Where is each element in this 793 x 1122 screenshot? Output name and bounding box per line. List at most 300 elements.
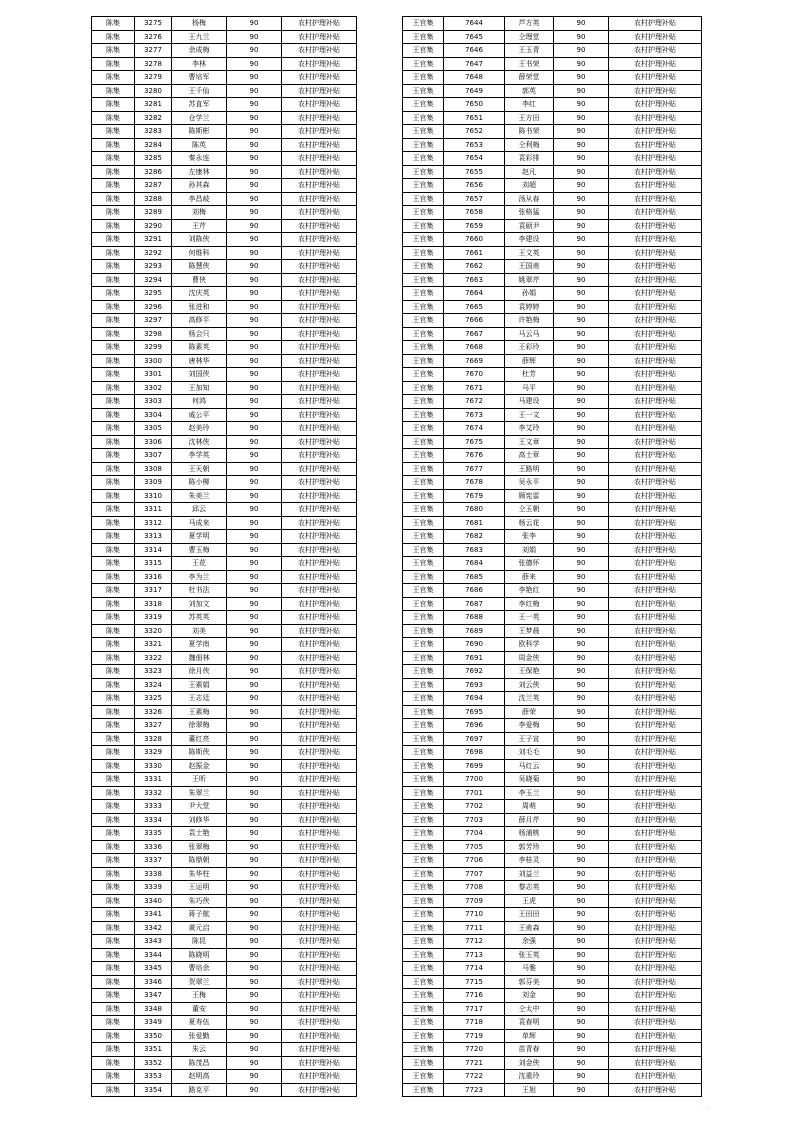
id-cell: 3294	[135, 273, 172, 287]
id-cell: 7658	[444, 206, 505, 220]
subsidy-type-cell: 农村护理补贴	[609, 408, 702, 422]
subsidy-type-cell: 农村护理补贴	[609, 935, 702, 949]
id-cell: 7650	[444, 98, 505, 112]
name-cell: 王子宣	[505, 732, 554, 746]
table-row	[403, 273, 702, 287]
village-cell: 王官集	[403, 260, 444, 274]
table-row	[92, 246, 357, 260]
id-cell: 7714	[444, 962, 505, 976]
table-row	[92, 395, 357, 409]
table-row	[403, 948, 702, 962]
id-cell: 7707	[444, 867, 505, 881]
village-cell: 王官集	[403, 71, 444, 85]
name-cell: 陈书荣	[505, 125, 554, 139]
table-row	[92, 786, 357, 800]
id-cell: 3304	[135, 408, 172, 422]
subsidy-type-cell: 农村护理补贴	[282, 854, 357, 868]
village-cell: 王官集	[403, 1029, 444, 1043]
id-cell: 7705	[444, 840, 505, 854]
village-cell: 陈集	[92, 219, 135, 233]
id-cell: 7715	[444, 975, 505, 989]
name-cell: 李红梅	[505, 597, 554, 611]
id-cell: 7698	[444, 746, 505, 760]
village-cell: 陈集	[92, 719, 135, 733]
table-row	[403, 570, 702, 584]
subsidy-type-cell: 农村护理补贴	[609, 503, 702, 517]
table-row	[403, 854, 702, 868]
id-cell: 7662	[444, 260, 505, 274]
amount-cell: 90	[554, 530, 609, 544]
id-cell: 3342	[135, 921, 172, 935]
id-cell: 7687	[444, 597, 505, 611]
id-cell: 3298	[135, 327, 172, 341]
amount-cell: 90	[554, 1070, 609, 1084]
subsidy-type-cell: 农村护理补贴	[609, 516, 702, 530]
village-cell: 陈集	[92, 30, 135, 44]
village-cell: 陈集	[92, 1002, 135, 1016]
subsidy-type-cell: 农村护理补贴	[282, 368, 357, 382]
amount-cell: 90	[227, 1043, 282, 1057]
amount-cell: 90	[227, 246, 282, 260]
table-row	[403, 638, 702, 652]
subsidy-type-cell: 农村护理补贴	[282, 476, 357, 490]
name-cell: 刘娟	[505, 543, 554, 557]
name-cell: 贺翠兰	[172, 975, 227, 989]
amount-cell: 90	[554, 489, 609, 503]
subsidy-type-cell: 农村护理补贴	[609, 624, 702, 638]
amount-cell: 90	[227, 422, 282, 436]
village-cell: 王官集	[403, 1043, 444, 1057]
amount-cell: 90	[227, 287, 282, 301]
name-cell: 秦永连	[172, 152, 227, 166]
table-row	[92, 1043, 357, 1057]
id-cell: 7690	[444, 638, 505, 652]
subsidy-type-cell: 农村护理补贴	[609, 597, 702, 611]
table-row	[403, 98, 702, 112]
village-cell: 陈集	[92, 435, 135, 449]
id-cell: 3319	[135, 611, 172, 625]
id-cell: 3333	[135, 800, 172, 814]
name-cell: 芦方英	[505, 17, 554, 31]
name-cell: 王九兰	[172, 30, 227, 44]
name-cell: 陈斯侠	[172, 746, 227, 760]
table-row	[92, 530, 357, 544]
amount-cell: 90	[554, 341, 609, 355]
table-row	[92, 462, 357, 476]
amount-cell: 90	[227, 840, 282, 854]
id-cell: 7693	[444, 678, 505, 692]
id-cell: 7694	[444, 692, 505, 706]
amount-cell: 90	[227, 557, 282, 571]
name-cell: 邱云	[172, 503, 227, 517]
subsidy-type-cell: 农村护理补贴	[609, 111, 702, 125]
subsidy-type-cell: 农村护理补贴	[282, 840, 357, 854]
name-cell: 刘金侠	[505, 1056, 554, 1070]
amount-cell: 90	[227, 435, 282, 449]
table-row	[403, 543, 702, 557]
name-cell: 刘修华	[172, 813, 227, 827]
village-cell: 王官集	[403, 867, 444, 881]
village-cell: 陈集	[92, 381, 135, 395]
amount-cell: 90	[227, 503, 282, 517]
table-row	[92, 111, 357, 125]
name-cell: 单辉	[505, 1029, 554, 1043]
amount-cell: 90	[554, 435, 609, 449]
name-cell: 仝太中	[505, 1002, 554, 1016]
amount-cell: 90	[227, 624, 282, 638]
name-cell: 刘国侠	[172, 368, 227, 382]
amount-cell: 90	[554, 813, 609, 827]
id-cell: 3286	[135, 165, 172, 179]
table-row	[403, 867, 702, 881]
id-cell: 7723	[444, 1083, 505, 1097]
amount-cell: 90	[554, 719, 609, 733]
subsidy-type-cell: 农村护理补贴	[609, 179, 702, 193]
id-cell: 7670	[444, 368, 505, 382]
subsidy-type-cell: 农村护理补贴	[609, 1083, 702, 1097]
name-cell: 左康林	[172, 165, 227, 179]
name-cell: 马建设	[505, 395, 554, 409]
table-row	[92, 584, 357, 598]
table-row	[92, 651, 357, 665]
id-cell: 3321	[135, 638, 172, 652]
name-cell: 李爱梅	[505, 719, 554, 733]
id-cell: 3320	[135, 624, 172, 638]
subsidy-type-cell: 农村护理补贴	[282, 881, 357, 895]
id-cell: 7683	[444, 543, 505, 557]
subsidy-type-cell: 农村护理补贴	[609, 867, 702, 881]
id-cell: 3313	[135, 530, 172, 544]
id-cell: 3341	[135, 908, 172, 922]
table-row	[92, 84, 357, 98]
subsidy-type-cell: 农村护理补贴	[609, 435, 702, 449]
village-cell: 陈集	[92, 341, 135, 355]
id-cell: 3307	[135, 449, 172, 463]
table-row	[403, 57, 702, 71]
amount-cell: 90	[554, 611, 609, 625]
village-cell: 陈集	[92, 530, 135, 544]
name-cell: 杨云花	[505, 516, 554, 530]
amount-cell: 90	[227, 327, 282, 341]
subsidy-type-cell: 农村护理补贴	[609, 300, 702, 314]
name-cell: 陈晓明	[172, 948, 227, 962]
table-row	[92, 341, 357, 355]
village-cell: 王官集	[403, 854, 444, 868]
village-cell: 王官集	[403, 327, 444, 341]
village-cell: 陈集	[92, 246, 135, 260]
name-cell: 王梦晨	[505, 624, 554, 638]
table-row	[403, 165, 702, 179]
table-row	[92, 1029, 357, 1043]
amount-cell: 90	[554, 1043, 609, 1057]
id-cell: 3338	[135, 867, 172, 881]
name-cell: 王素梅	[172, 705, 227, 719]
id-cell: 3326	[135, 705, 172, 719]
amount-cell: 90	[554, 17, 609, 31]
subsidy-type-cell: 农村护理补贴	[609, 611, 702, 625]
table-row	[403, 746, 702, 760]
subsidy-type-cell: 农村护理补贴	[282, 746, 357, 760]
subsidy-type-cell: 农村护理补贴	[609, 57, 702, 71]
id-cell: 3349	[135, 1016, 172, 1030]
name-cell: 张进和	[172, 300, 227, 314]
amount-cell: 90	[227, 786, 282, 800]
name-cell: 李昌岐	[172, 192, 227, 206]
id-cell: 3346	[135, 975, 172, 989]
village-cell: 陈集	[92, 179, 135, 193]
id-cell: 3322	[135, 651, 172, 665]
id-cell: 7664	[444, 287, 505, 301]
village-cell: 陈集	[92, 300, 135, 314]
table-row	[92, 381, 357, 395]
village-cell: 陈集	[92, 1083, 135, 1097]
name-cell: 曹玉梅	[172, 543, 227, 557]
id-cell: 7660	[444, 233, 505, 247]
amount-cell: 90	[554, 125, 609, 139]
name-cell: 余强	[505, 935, 554, 949]
subsidy-type-cell: 农村护理补贴	[609, 800, 702, 814]
name-cell: 孙娟	[505, 287, 554, 301]
village-cell: 陈集	[92, 111, 135, 125]
id-cell: 7681	[444, 516, 505, 530]
subsidy-type-cell: 农村护理补贴	[282, 233, 357, 247]
subsidy-type-cell: 农村护理补贴	[609, 705, 702, 719]
village-cell: 王官集	[403, 948, 444, 962]
village-cell: 陈集	[92, 908, 135, 922]
amount-cell: 90	[554, 1002, 609, 1016]
table-row	[92, 1070, 357, 1084]
id-cell: 7712	[444, 935, 505, 949]
village-cell: 王官集	[403, 786, 444, 800]
amount-cell: 90	[554, 827, 609, 841]
village-cell: 陈集	[92, 840, 135, 854]
subsidy-type-cell: 农村护理补贴	[609, 813, 702, 827]
subsidy-type-cell: 农村护理补贴	[282, 975, 357, 989]
subsidy-type-cell: 农村护理补贴	[282, 813, 357, 827]
subsidy-type-cell: 农村护理补贴	[609, 314, 702, 328]
table-row	[92, 948, 357, 962]
amount-cell: 90	[554, 894, 609, 908]
table-row	[403, 935, 702, 949]
village-cell: 陈集	[92, 651, 135, 665]
village-cell: 王官集	[403, 651, 444, 665]
id-cell: 7709	[444, 894, 505, 908]
subsidy-type-cell: 农村护理补贴	[609, 692, 702, 706]
amount-cell: 90	[554, 57, 609, 71]
subsidy-type-cell: 农村护理补贴	[282, 381, 357, 395]
subsidy-type-cell: 农村护理补贴	[282, 1016, 357, 1030]
village-cell: 陈集	[92, 975, 135, 989]
id-cell: 7674	[444, 422, 505, 436]
amount-cell: 90	[227, 611, 282, 625]
subsidy-type-cell: 农村护理补贴	[282, 192, 357, 206]
table-row	[403, 17, 702, 31]
village-cell: 王官集	[403, 732, 444, 746]
amount-cell: 90	[227, 530, 282, 544]
table-row	[92, 206, 357, 220]
amount-cell: 90	[554, 381, 609, 395]
village-cell: 王官集	[403, 206, 444, 220]
village-cell: 王官集	[403, 219, 444, 233]
id-cell: 3337	[135, 854, 172, 868]
village-cell: 陈集	[92, 138, 135, 152]
id-cell: 3323	[135, 665, 172, 679]
amount-cell: 90	[227, 125, 282, 139]
id-cell: 7684	[444, 557, 505, 571]
village-cell: 陈集	[92, 881, 135, 895]
subsidy-type-cell: 农村护理补贴	[282, 30, 357, 44]
id-cell: 3303	[135, 395, 172, 409]
table-row	[403, 503, 702, 517]
amount-cell: 90	[227, 638, 282, 652]
name-cell: 李学英	[172, 449, 227, 463]
table-row	[403, 260, 702, 274]
table-row	[403, 192, 702, 206]
table-row	[92, 71, 357, 85]
village-cell: 王官集	[403, 489, 444, 503]
name-cell: 仝玉朝	[505, 503, 554, 517]
id-cell: 3276	[135, 30, 172, 44]
amount-cell: 90	[227, 368, 282, 382]
amount-cell: 90	[227, 179, 282, 193]
village-cell: 陈集	[92, 638, 135, 652]
village-cell: 王官集	[403, 503, 444, 517]
amount-cell: 90	[554, 273, 609, 287]
amount-cell: 90	[227, 665, 282, 679]
id-cell: 7669	[444, 354, 505, 368]
table-row	[92, 354, 357, 368]
id-cell: 7663	[444, 273, 505, 287]
name-cell: 王素娟	[172, 678, 227, 692]
amount-cell: 90	[554, 462, 609, 476]
table-row	[403, 354, 702, 368]
subsidy-type-cell: 农村护理补贴	[609, 881, 702, 895]
table-row	[403, 314, 702, 328]
name-cell: 夏寿伍	[172, 1016, 227, 1030]
subsidy-type-cell: 农村护理补贴	[609, 138, 702, 152]
village-cell: 王官集	[403, 881, 444, 895]
table-row	[403, 651, 702, 665]
table-row	[92, 692, 357, 706]
village-cell: 陈集	[92, 597, 135, 611]
table-row	[403, 111, 702, 125]
name-cell: 曹培余	[172, 962, 227, 976]
amount-cell: 90	[554, 71, 609, 85]
village-cell: 陈集	[92, 665, 135, 679]
table-row	[92, 921, 357, 935]
subsidy-type-cell: 农村护理补贴	[282, 300, 357, 314]
village-cell: 王官集	[403, 638, 444, 652]
table-row	[92, 273, 357, 287]
village-cell: 王官集	[403, 314, 444, 328]
village-cell: 陈集	[92, 260, 135, 274]
amount-cell: 90	[554, 314, 609, 328]
amount-cell: 90	[227, 71, 282, 85]
name-cell: 杨浦桃	[505, 827, 554, 841]
village-cell: 王官集	[403, 1083, 444, 1097]
id-cell: 3310	[135, 489, 172, 503]
table-row	[92, 192, 357, 206]
village-cell: 王官集	[403, 381, 444, 395]
amount-cell: 90	[554, 948, 609, 962]
amount-cell: 90	[554, 1083, 609, 1097]
id-cell: 3295	[135, 287, 172, 301]
subsidy-type-cell: 农村护理补贴	[282, 57, 357, 71]
table-row	[92, 975, 357, 989]
table-row	[403, 1043, 702, 1057]
subsidy-type-cell: 农村护理补贴	[609, 557, 702, 571]
subsidy-type-cell: 农村护理补贴	[282, 17, 357, 31]
subsidy-type-cell: 农村护理补贴	[282, 138, 357, 152]
subsidy-type-cell: 农村护理补贴	[609, 962, 702, 976]
village-cell: 王官集	[403, 516, 444, 530]
table-row	[403, 30, 702, 44]
subsidy-type-cell: 农村护理补贴	[609, 192, 702, 206]
name-cell: 仓学兰	[172, 111, 227, 125]
name-cell: 王田田	[505, 908, 554, 922]
name-cell: 王梅	[172, 989, 227, 1003]
subsidy-type-cell: 农村护理补贴	[282, 705, 357, 719]
name-cell: 朱翠兰	[172, 786, 227, 800]
subsidy-type-cell: 农村护理补贴	[282, 1056, 357, 1070]
id-cell: 3305	[135, 422, 172, 436]
table-row	[92, 989, 357, 1003]
id-cell: 7721	[444, 1056, 505, 1070]
table-row	[403, 530, 702, 544]
amount-cell: 90	[227, 1070, 282, 1084]
table-row	[403, 840, 702, 854]
id-cell: 7653	[444, 138, 505, 152]
id-cell: 7666	[444, 314, 505, 328]
table-row	[403, 422, 702, 436]
table-row	[92, 908, 357, 922]
village-cell: 王官集	[403, 543, 444, 557]
name-cell: 刘云侠	[505, 678, 554, 692]
table-row	[403, 1016, 702, 1030]
village-cell: 王官集	[403, 165, 444, 179]
amount-cell: 90	[554, 759, 609, 773]
table-row	[92, 557, 357, 571]
table-row	[403, 246, 702, 260]
id-cell: 7680	[444, 503, 505, 517]
subsidy-type-cell: 农村护理补贴	[282, 327, 357, 341]
name-cell: 赵美玲	[172, 422, 227, 436]
name-cell: 董安	[172, 1002, 227, 1016]
village-cell: 陈集	[92, 44, 135, 58]
subsidy-type-cell: 农村护理补贴	[609, 98, 702, 112]
amount-cell: 90	[227, 800, 282, 814]
village-cell: 王官集	[403, 368, 444, 382]
table-row	[403, 557, 702, 571]
village-cell: 陈集	[92, 584, 135, 598]
village-cell: 王官集	[403, 557, 444, 571]
name-cell: 路克平	[172, 1083, 227, 1097]
table-row	[92, 368, 357, 382]
table-row	[92, 935, 357, 949]
table-row	[403, 1083, 702, 1097]
amount-cell: 90	[554, 638, 609, 652]
left-roster-table	[91, 16, 357, 1097]
table-row	[92, 165, 357, 179]
subsidy-type-cell: 农村护理补贴	[282, 354, 357, 368]
village-cell: 王官集	[403, 935, 444, 949]
village-cell: 陈集	[92, 773, 135, 787]
subsidy-type-cell: 农村护理补贴	[609, 732, 702, 746]
subsidy-type-cell: 农村护理补贴	[609, 260, 702, 274]
name-cell: 陈斯彬	[172, 125, 227, 139]
table-row	[403, 125, 702, 139]
subsidy-type-cell: 农村护理补贴	[282, 246, 357, 260]
